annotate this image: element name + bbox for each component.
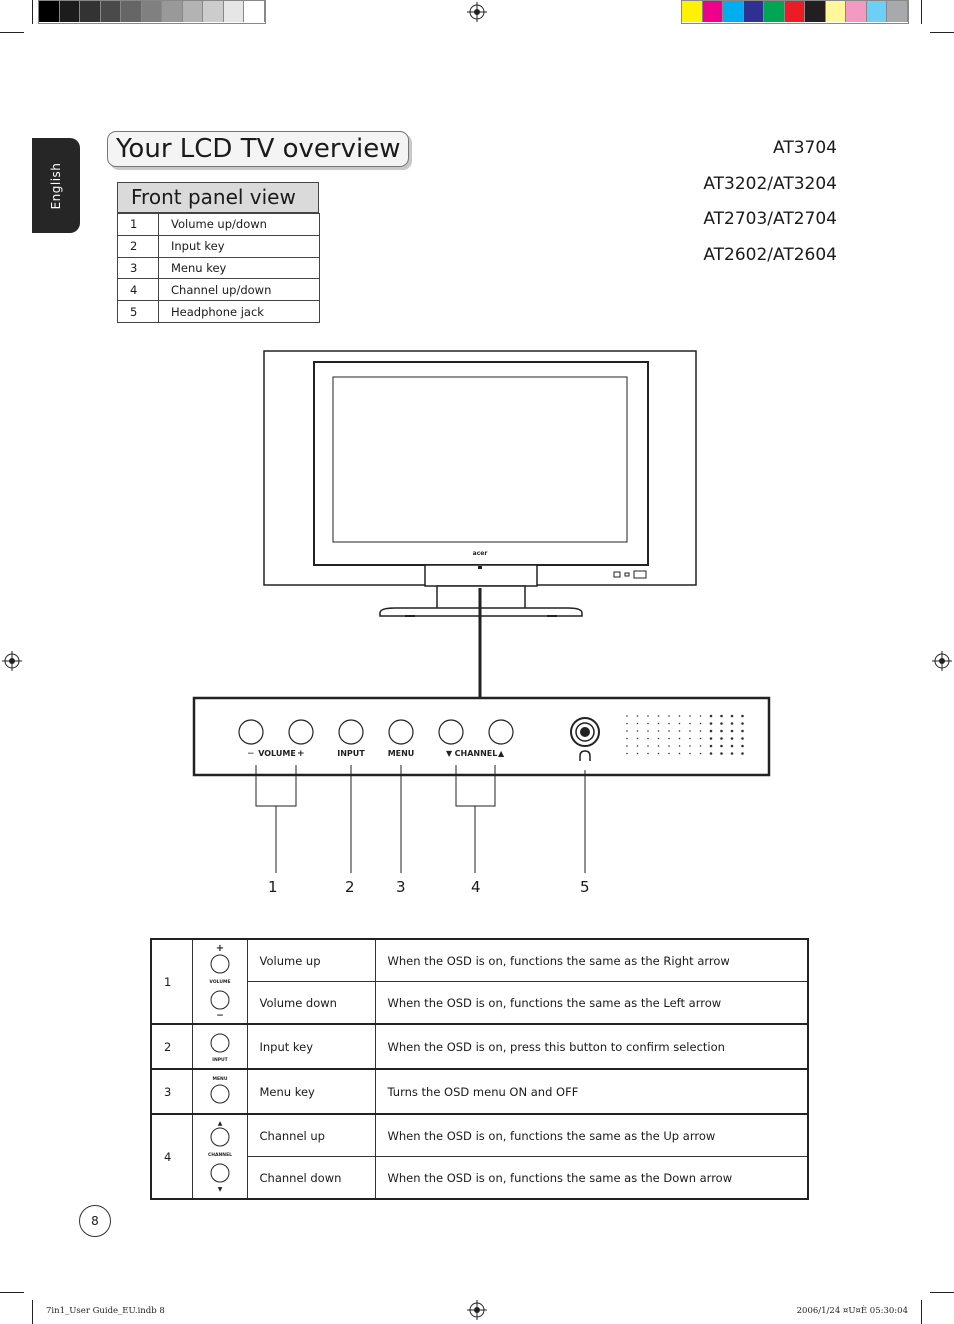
speaker-grill-dot [647,745,649,747]
speaker-grill-dot [731,715,734,718]
speaker-grill-dot [741,715,744,718]
color-swatch [80,1,101,22]
speaker-grill-dot [668,753,670,755]
color-swatch [101,1,122,22]
speaker-grill-dot [720,745,723,748]
table-row [151,1114,808,1157]
control-panel [194,698,769,775]
registration-target-icon [467,1300,487,1320]
crop-mark [921,1300,922,1324]
speaker-grill-dot [637,723,639,725]
speaker-grill-dot [710,737,713,740]
legend-row [118,235,320,257]
speaker-grill-dot [710,722,713,725]
speaker-grill-dot [626,715,628,717]
color-swatch [60,1,81,22]
page-title: Your LCD TV overview [116,134,401,164]
crop-mark [921,0,922,24]
crop-mark [0,32,24,33]
color-swatch [203,1,224,22]
speaker-grill-dot [658,745,660,747]
speaker-grill-dot [731,730,734,733]
speaker-grill-dot [679,730,681,732]
menu-button-icon [192,1069,247,1114]
legend-num: 4 [118,279,159,301]
tv-illustration [180,345,780,875]
speaker-grill-dot [741,752,744,755]
speaker-grill-dot [720,715,723,718]
callout-number: 1 [268,878,278,896]
row-number: 1 [151,939,192,1024]
registration-target-icon [467,2,487,22]
speaker-grill-dot [658,753,660,755]
speaker-grill-dot [689,730,691,732]
speaker-grill-dot [637,738,639,740]
input-button-icon [192,1024,247,1069]
svg-text:▲: ▲ [217,1120,222,1127]
channel-down-button [439,720,463,744]
speaker-grill-dot [647,753,649,755]
color-swatch [703,1,724,22]
svg-text:MENU: MENU [212,1077,227,1082]
legend-label: Input key [159,235,320,257]
function-name: Volume up [247,939,375,982]
tv-indicator [625,573,629,576]
svg-text:−: − [215,1011,224,1020]
volume-down-button [239,720,263,744]
speaker-grill-dot [647,715,649,717]
table-row [151,982,808,1025]
color-swatch [887,1,908,22]
front-panel-heading: Front panel view [131,185,296,209]
speaker-grill-dot [637,715,639,717]
speaker-grill-dot [679,753,681,755]
speaker-grill-dot [668,745,670,747]
function-name: Volume down [247,982,375,1025]
row-number: 4 [151,1114,192,1199]
speaker-grill-dot [637,730,639,732]
speaker-grill-dot [720,722,723,725]
page-title-box [107,131,409,167]
speaker-grill-dot [710,715,713,718]
footer-timestamp: 2006/1/24 ¤U¤È 05:30:04 [796,1306,908,1316]
speaker-grill-dot [668,715,670,717]
speaker-grill-dot [658,723,660,725]
registration-target-icon [2,651,22,671]
legend-num: 2 [118,235,159,257]
volume-label: VOLUME [258,749,296,758]
callout-number: 5 [580,878,590,896]
color-swatch [682,1,703,22]
language-tab-label: English [49,162,63,209]
speaker-grill-dot [741,722,744,725]
tv-sensor [478,566,482,569]
crop-mark [32,0,33,24]
table-row [151,1157,808,1200]
crop-mark [930,1292,954,1293]
registration-target-icon [932,651,952,671]
speaker-grill-dot [658,715,660,717]
channel-button-icon [192,1114,247,1199]
legend-label: Volume up/down [159,214,320,236]
speaker-grill-dot [741,730,744,733]
callout-number: 2 [345,878,355,896]
function-description: When the OSD is on, functions the same as the Up arrow [375,1114,808,1157]
table-row [151,1069,808,1114]
color-swatch [785,1,806,22]
legend-label: Menu key [159,257,320,279]
table-row [151,1024,808,1069]
speaker-grill-dot [741,737,744,740]
tv-logo: acer [472,550,488,557]
function-description: When the OSD is on, functions the same as the Right arrow [375,939,808,982]
page-number: 8 [79,1205,111,1237]
legend-label: Headphone jack [159,301,320,323]
color-swatch [162,1,183,22]
speaker-grill-dot [689,738,691,740]
menu-button [389,720,413,744]
color-swatch [39,1,60,22]
color-swatch [142,1,163,22]
speaker-grill-dot [637,753,639,755]
speaker-grill-dot [647,723,649,725]
speaker-grill-dot [668,723,670,725]
legend-row [118,301,320,323]
speaker-grill-dot [647,730,649,732]
speaker-grill-dot [626,745,628,747]
speaker-grill-dot [658,730,660,732]
svg-text:▲: ▲ [498,749,505,758]
speaker-grill-dot [700,723,702,725]
speaker-grill-dot [658,738,660,740]
svg-text:▼: ▼ [446,749,453,758]
callout-number: 3 [396,878,406,896]
grayscale-registration-bar [38,0,266,24]
speaker-grill-dot [710,752,713,755]
legend-num: 1 [118,214,159,236]
tv-power-button [634,571,646,578]
color-swatch [846,1,867,22]
speaker-grill-dot [679,738,681,740]
color-registration-bar [681,0,909,24]
legend-row [118,279,320,301]
model-name: AT3202/AT3204 [703,173,837,194]
color-swatch [744,1,765,22]
button-function-table [150,938,809,1200]
speaker-grill-dot [710,745,713,748]
color-swatch [121,1,142,22]
crop-mark [930,32,954,33]
color-swatch [867,1,888,22]
speaker-grill-dot [741,745,744,748]
front-panel-heading-box [117,182,319,213]
row-number: 2 [151,1024,192,1069]
speaker-grill-dot [668,738,670,740]
menu-label: MENU [387,749,415,758]
function-name: Menu key [247,1069,375,1114]
color-swatch [805,1,826,22]
model-list [703,131,837,273]
front-panel-legend-table [117,213,320,323]
speaker-grill-dot [700,715,702,717]
speaker-grill-dot [720,730,723,733]
volume-up-button [289,720,313,744]
svg-text:+: + [297,749,305,759]
speaker-grill-dot [626,738,628,740]
speaker-grill-dot [700,730,702,732]
svg-text:▼: ▼ [217,1186,222,1193]
speaker-grill-dot [720,752,723,755]
function-name: Channel up [247,1114,375,1157]
crop-mark [32,1300,33,1324]
speaker-grill-dot [710,730,713,733]
legend-num: 5 [118,301,159,323]
speaker-grill-dot [626,730,628,732]
speaker-grill-dot [700,738,702,740]
speaker-grill-dot [689,745,691,747]
speaker-grill-dot [637,745,639,747]
volume-button-icon [192,939,247,1024]
function-description: Turns the OSD menu ON and OFF [375,1069,808,1114]
color-swatch [224,1,245,22]
color-swatch [183,1,204,22]
speaker-grill-dot [689,723,691,725]
input-label: INPUT [337,749,365,758]
model-name: AT3704 [773,138,837,158]
speaker-grill-dot [731,745,734,748]
speaker-grill-dot [700,753,702,755]
speaker-grill-dot [647,738,649,740]
row-number: 3 [151,1069,192,1114]
svg-text:INPUT: INPUT [211,1058,228,1063]
function-description: When the OSD is on, functions the same as the Left arrow [375,982,808,1025]
speaker-grill-dot [668,730,670,732]
svg-text:−: − [247,749,255,759]
color-swatch [244,1,265,22]
legend-row [118,214,320,236]
function-description: When the OSD is on, press this button to confirm selection [375,1024,808,1069]
svg-text:VOLUME: VOLUME [208,980,231,985]
speaker-grill-dot [689,715,691,717]
function-name: Channel down [247,1157,375,1200]
color-swatch [826,1,847,22]
speaker-grill-dot [679,745,681,747]
table-row [151,939,808,982]
footer-file-info: 7in1_User Guide_EU.indb 8 [46,1306,165,1316]
speaker-grill-dot [731,737,734,740]
legend-row [118,257,320,279]
model-name: AT2703/AT2704 [703,209,837,229]
svg-text:CHANNEL: CHANNEL [207,1153,232,1158]
function-description: When the OSD is on, functions the same as the Down arrow [375,1157,808,1200]
crop-mark [0,1292,24,1293]
speaker-grill-dot [731,752,734,755]
svg-text:+: + [215,943,224,954]
callout-number: 4 [471,878,481,896]
legend-num: 3 [118,257,159,279]
speaker-grill-dot [626,753,628,755]
tv-screen [333,377,627,542]
speaker-grill-dot [731,722,734,725]
legend-label: Channel up/down [159,279,320,301]
function-name: Input key [247,1024,375,1069]
speaker-grill-dot [700,745,702,747]
speaker-grill-dot [689,753,691,755]
model-name: AT2602/AT2604 [703,244,837,265]
speaker-grill-dot [626,723,628,725]
speaker-grill-dot [679,723,681,725]
speaker-grill-dot [720,737,723,740]
channel-up-button [489,720,513,744]
language-tab [32,138,80,233]
speaker-grill-dot [679,715,681,717]
color-swatch [764,1,785,22]
input-button [339,720,363,744]
color-swatch [723,1,744,22]
channel-label: CHANNEL [454,749,498,758]
tv-indicator [614,572,620,577]
